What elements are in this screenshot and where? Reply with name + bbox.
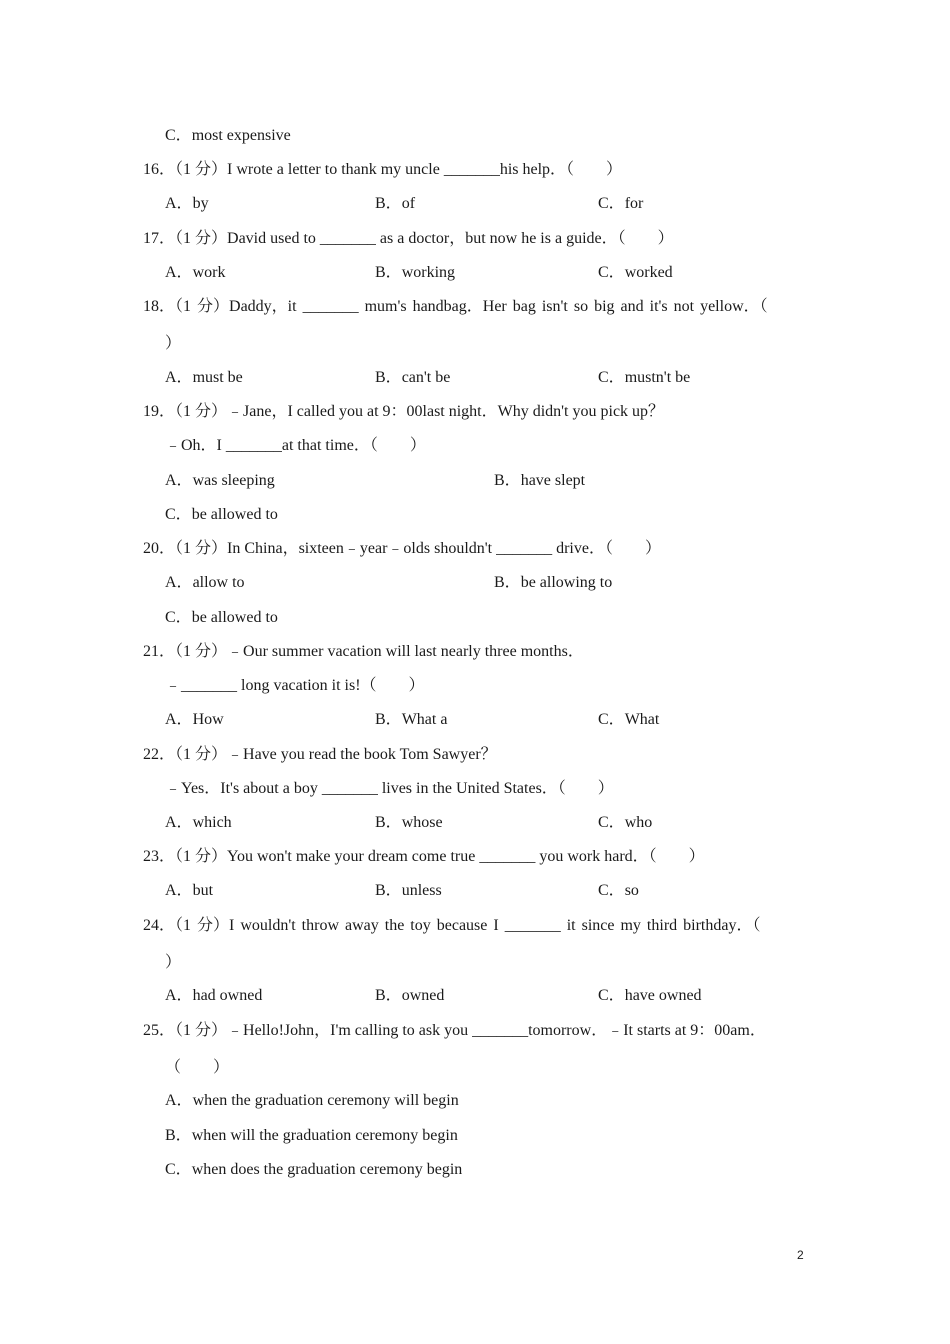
question-18-option-a: A．must be <box>165 369 243 386</box>
option-c: C．most expensive <box>165 127 291 144</box>
question-23-option-a: A．but <box>165 882 214 899</box>
question-20-option-b: B．be allowing to <box>494 574 613 591</box>
question-17-option-a: A．work <box>165 264 226 281</box>
question-16-option-a: A．by <box>165 195 209 212</box>
question-23-option-b: B．unless <box>375 882 442 899</box>
question-16-option-c: C．for <box>598 195 644 212</box>
question-17-stem: 17．（1 分）David used to _______ as a doctor，but now he is a guide．（ ） <box>143 230 674 247</box>
question-20-option-a: A．allow to <box>165 574 245 591</box>
question-23-stem: 23．（1 分）You won't make your dream come true _______ you work hard．（ ） <box>143 848 705 865</box>
question-16-option-b: B．of <box>375 195 416 212</box>
question-19-option-c: C．be allowed to <box>165 506 278 523</box>
question-21-option-c: C．What <box>598 711 660 728</box>
question-24-stem: 24．（1 分）I wouldn't throw away the toy because I _______ it since my third birthday．（ <box>143 917 761 934</box>
question-16-stem: 16．（1 分）I wrote a letter to thank my uncle _______his help．（ ） <box>143 161 623 178</box>
question-18-option-c: C．mustn't be <box>598 369 691 386</box>
question-18-stem-continued: ） <box>165 335 182 352</box>
question-22-stem: 22．（1 分）﹣Have you read the book Tom Sawyer？ <box>143 746 497 763</box>
question-22-option-c: C．who <box>598 814 653 831</box>
question-25-option-c: C．when does the graduation ceremony begin <box>165 1161 463 1178</box>
question-24-option-a: A．had owned <box>165 987 263 1004</box>
question-20-option-c: C．be allowed to <box>165 609 278 626</box>
question-25-option-a: A．when the graduation ceremony will begin <box>165 1092 459 1109</box>
question-19-option-a: A．was sleeping <box>165 472 275 489</box>
question-19-stem: 19．（1 分）﹣Jane，I called you at 9：00last night．Why didn't you pick up？ <box>143 403 665 420</box>
question-24-option-c: C．have owned <box>598 987 702 1004</box>
question-18-option-b: B．can't be <box>375 369 451 386</box>
question-21-option-a: A．How <box>165 711 224 728</box>
question-23-option-c: C．so <box>598 882 639 899</box>
question-22-option-a: A．which <box>165 814 232 831</box>
question-18-stem: 18．（1 分）Daddy，it _______ mum's handbag．Her bag isn't so big and it's not yellow．（ <box>143 298 768 315</box>
question-19-option-b: B．have slept <box>494 472 586 489</box>
question-24-stem-continued: ） <box>165 954 182 971</box>
question-24-option-b: B．owned <box>375 987 445 1004</box>
page-number: 2 <box>797 1248 804 1262</box>
question-17-option-b: B．working <box>375 264 456 281</box>
question-17-option-c: C．worked <box>598 264 673 281</box>
question-25-stem: 25．（1 分）﹣Hello!John，I'm calling to ask you _______tomorrow．﹣It starts at 9：00am． <box>143 1022 766 1039</box>
question-25-stem-continued: （ ） <box>165 1059 230 1076</box>
question-22-option-b: B．whose <box>375 814 443 831</box>
question-19-stem-continued: ﹣Oh．I _______at that time．（ ） <box>165 437 426 454</box>
question-21-option-b: B．What a <box>375 711 448 728</box>
question-21-stem: 21．（1 分）﹣Our summer vacation will last nearly three months． <box>143 643 584 660</box>
question-25-option-b: B．when will the graduation ceremony begin <box>165 1127 458 1144</box>
question-22-stem-continued: ﹣Yes．It's about a boy _______ lives in the United States．（ ） <box>165 780 614 797</box>
question-21-stem-continued: ﹣_______ long vacation it is!（ ） <box>165 677 425 694</box>
question-20-stem: 20．（1 分）In China，sixteen﹣year﹣olds shouldn't _______ drive．（ ） <box>143 540 661 557</box>
